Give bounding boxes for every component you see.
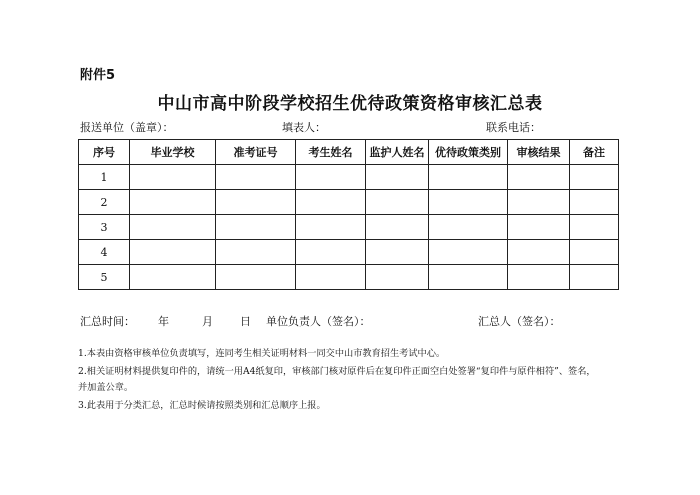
note-2: 2.相关证明材料提供复印件的，请统一用A4纸复印，审核部门核对原件后在复印件正面空白处签署“复印件与原件相符”、签名， [78, 366, 596, 377]
col-header-exam-number: 准考证号 [216, 140, 296, 165]
row-index: 5 [79, 265, 130, 290]
cell-remarks[interactable] [570, 190, 619, 215]
cell-student-name[interactable] [296, 215, 366, 240]
table-row [79, 165, 619, 190]
cell-school[interactable] [130, 215, 216, 240]
summary-time-label: 汇总时间： [80, 315, 135, 328]
cell-guardian-name[interactable] [366, 215, 429, 240]
cell-review-result[interactable] [508, 215, 570, 240]
cell-guardian-name[interactable] [366, 190, 429, 215]
summary-year-label: 年 [158, 315, 169, 328]
attachment-label: 附件5 [80, 68, 116, 83]
summarizer-signature-label: 汇总人（签名）： [478, 315, 561, 328]
cell-policy-category[interactable] [429, 240, 508, 265]
reporting-unit-label: 报送单位（盖章）： [80, 121, 174, 134]
col-header-remarks: 备注 [570, 140, 619, 165]
summary-month-label: 月 [202, 315, 213, 328]
form-title: 中山市高中阶段学校招生优待政策资格审核汇总表 [157, 94, 543, 114]
table-row [79, 190, 619, 215]
cell-guardian-name[interactable] [366, 240, 429, 265]
row-index: 2 [79, 190, 130, 215]
cell-exam-number[interactable] [216, 165, 296, 190]
note-3: 3.此表用于分类汇总，汇总时候请按照类别和汇总顺序上报。 [78, 400, 326, 411]
cell-review-result[interactable] [508, 240, 570, 265]
cell-review-result[interactable] [508, 190, 570, 215]
table-row [79, 240, 619, 265]
col-header-student-name: 考生姓名 [296, 140, 366, 165]
cell-exam-number[interactable] [216, 265, 296, 290]
cell-remarks[interactable] [570, 215, 619, 240]
cell-school[interactable] [130, 190, 216, 215]
cell-policy-category[interactable] [429, 165, 508, 190]
cell-school[interactable] [130, 265, 216, 290]
note-1: 1.本表由资格审核单位负责填写，连同考生相关证明材料一同交中山市教育招生考试中心。 [78, 348, 446, 359]
row-index: 4 [79, 240, 130, 265]
col-header-review-result: 审核结果 [508, 140, 570, 165]
table-row [79, 215, 619, 240]
col-header-index: 序号 [79, 140, 130, 165]
row-index: 3 [79, 215, 130, 240]
cell-review-result[interactable] [508, 265, 570, 290]
col-header-policy-category: 优待政策类别 [429, 140, 508, 165]
summary-table [78, 139, 619, 290]
cell-policy-category[interactable] [429, 215, 508, 240]
cell-exam-number[interactable] [216, 215, 296, 240]
cell-student-name[interactable] [296, 240, 366, 265]
cell-review-result[interactable] [508, 165, 570, 190]
cell-student-name[interactable] [296, 165, 366, 190]
summary-day-label: 日 [240, 315, 251, 328]
cell-policy-category[interactable] [429, 265, 508, 290]
col-header-school: 毕业学校 [130, 140, 216, 165]
col-header-guardian-name: 监护人姓名 [366, 140, 429, 165]
row-index: 1 [79, 165, 130, 190]
cell-remarks[interactable] [570, 265, 619, 290]
unit-head-signature-label: 单位负责人（签名）： [266, 315, 371, 328]
cell-student-name[interactable] [296, 265, 366, 290]
form-filler-label: 填表人： [282, 121, 326, 134]
cell-student-name[interactable] [296, 190, 366, 215]
table-row [79, 265, 619, 290]
cell-exam-number[interactable] [216, 190, 296, 215]
cell-remarks[interactable] [570, 240, 619, 265]
note-2-continued: 并加盖公章。 [78, 382, 134, 393]
table-header-row [79, 140, 619, 165]
cell-guardian-name[interactable] [366, 265, 429, 290]
cell-school[interactable] [130, 165, 216, 190]
cell-guardian-name[interactable] [366, 165, 429, 190]
cell-exam-number[interactable] [216, 240, 296, 265]
cell-school[interactable] [130, 240, 216, 265]
cell-remarks[interactable] [570, 165, 619, 190]
cell-policy-category[interactable] [429, 190, 508, 215]
contact-phone-label: 联系电话： [486, 121, 541, 134]
